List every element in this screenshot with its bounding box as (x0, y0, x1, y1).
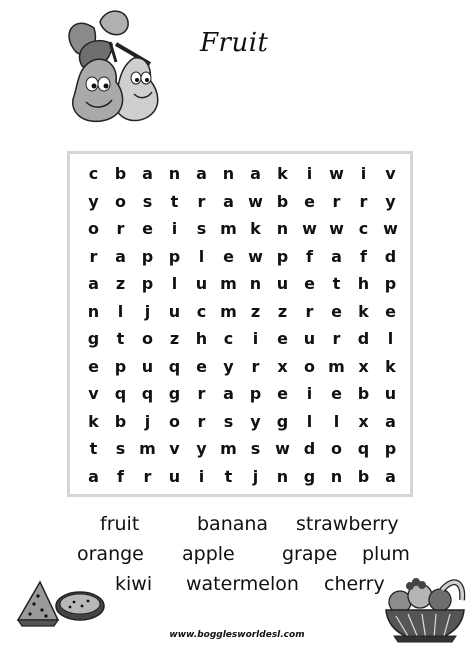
grid-letter: n (249, 274, 262, 294)
grid-letter: b (276, 191, 289, 211)
grid-letter: e (385, 301, 396, 321)
grid-letter: y (196, 439, 207, 459)
grid-letter: a (385, 411, 396, 431)
grid-letter: t (116, 329, 125, 349)
grid-letter: r (332, 191, 341, 211)
grid-letter: l (306, 411, 313, 431)
grid-letter: e (142, 219, 153, 239)
grid-letter: r (359, 191, 368, 211)
grid-letter: t (224, 466, 233, 486)
word-strawberry: strawberry (296, 513, 399, 535)
grid-letter: n (168, 164, 181, 184)
grid-letter: o (115, 191, 126, 211)
word-grape: grape (282, 543, 338, 565)
grid-letter: a (142, 164, 153, 184)
grid-letter: t (170, 191, 179, 211)
grid-letter: i (306, 384, 313, 404)
grid-letter: i (360, 164, 367, 184)
grid-letter: q (141, 384, 154, 404)
grid-letter: s (250, 439, 261, 459)
grid-letter: a (88, 274, 99, 294)
grid-letter: n (330, 466, 343, 486)
grid-letter: g (87, 329, 100, 349)
grid-letter: r (197, 411, 206, 431)
grid-letter: a (223, 191, 234, 211)
grid-letter: c (88, 164, 99, 184)
word-apple: apple (182, 543, 235, 565)
grid-letter: e (304, 274, 315, 294)
grid-letter: m (220, 219, 237, 239)
grid-letter: m (328, 356, 345, 376)
grid-letter: e (331, 384, 342, 404)
grid-letter: s (223, 411, 234, 431)
grid-letter: s (142, 191, 153, 211)
grid-letter: d (303, 439, 316, 459)
grid-letter: n (276, 219, 289, 239)
grid-letter: w (275, 439, 290, 459)
pears-icon (54, 4, 176, 126)
grid-letter: k (277, 164, 288, 184)
grid-letter: a (88, 466, 99, 486)
grid-letter: s (196, 219, 207, 239)
grid-letter: d (357, 329, 370, 349)
grid-letter: j (252, 466, 259, 486)
grid-letter: g (168, 384, 181, 404)
grid-letter: k (250, 219, 261, 239)
grid-letter: r (197, 191, 206, 211)
word-cherry: cherry (324, 573, 385, 595)
grid-letter: z (250, 301, 261, 321)
grid-letter: z (169, 329, 180, 349)
grid-letter: o (331, 439, 342, 459)
grid-letter: p (141, 274, 154, 294)
grid-letter: r (116, 219, 125, 239)
grid-letter: x (358, 411, 369, 431)
grid-letter: j (144, 411, 151, 431)
grid-letter: l (171, 274, 178, 294)
grid-letter: w (248, 246, 263, 266)
grid-letter: j (144, 301, 151, 321)
grid-letter: q (168, 356, 181, 376)
grid-letter: p (384, 439, 397, 459)
word-watermelon: watermelon (186, 573, 299, 595)
grid-letter: l (387, 329, 394, 349)
grid-letter: i (198, 466, 205, 486)
grid-letter: r (332, 329, 341, 349)
grid-letter: z (115, 274, 126, 294)
grid-letter: c (223, 329, 234, 349)
grid-letter: p (249, 384, 262, 404)
grid-letter: u (303, 329, 316, 349)
grid-letter: e (196, 356, 207, 376)
worksheet-title: Fruit (200, 28, 269, 58)
grid-letter: v (88, 384, 99, 404)
grid-letter: e (277, 329, 288, 349)
grid-letter: d (384, 246, 397, 266)
grid-letter: o (88, 219, 99, 239)
grid-letter: m (220, 439, 237, 459)
grid-letter: k (385, 356, 396, 376)
grid-letter: t (332, 274, 341, 294)
grid-letter: c (358, 219, 369, 239)
grid-letter: o (304, 356, 315, 376)
word-orange: orange (77, 543, 144, 565)
word-banana: banana (197, 513, 269, 535)
grid-letter: p (276, 246, 289, 266)
grid-letter: f (306, 246, 313, 266)
grid-letter: v (169, 439, 180, 459)
grid-letter: m (139, 439, 156, 459)
watermelon-slice-icon (14, 576, 106, 628)
grid-letter: r (143, 466, 152, 486)
grid-letter: t (89, 439, 98, 459)
grid-letter: n (222, 164, 235, 184)
grid-letter: l (117, 301, 124, 321)
grid-letter: y (385, 191, 396, 211)
grid-letter: o (169, 411, 180, 431)
grid-letter: b (114, 164, 127, 184)
grid-letter: h (195, 329, 208, 349)
grid-letter: u (168, 466, 181, 486)
grid-letter: b (114, 411, 127, 431)
grid-letter: p (168, 246, 181, 266)
grid-letter: b (357, 466, 370, 486)
grid-letter: c (196, 301, 207, 321)
grid-letter: w (302, 219, 317, 239)
grid-letter: f (360, 246, 367, 266)
grid-letter: w (329, 219, 344, 239)
grid-letter: n (276, 466, 289, 486)
grid-letter: p (384, 274, 397, 294)
grid-letter: e (304, 191, 315, 211)
grid-letter: o (142, 329, 153, 349)
grid-letter: r (251, 356, 260, 376)
letter-grid (80, 160, 404, 490)
grid-letter: a (331, 246, 342, 266)
grid-letter: r (197, 384, 206, 404)
grid-letter: e (223, 246, 234, 266)
grid-letter: a (250, 164, 261, 184)
grid-letter: a (223, 384, 234, 404)
grid-letter: l (198, 246, 205, 266)
word-kiwi: kiwi (115, 573, 153, 595)
grid-letter: x (358, 356, 369, 376)
grid-letter: b (357, 384, 370, 404)
grid-letter: y (88, 191, 99, 211)
grid-letter: u (168, 301, 181, 321)
grid-letter: n (87, 301, 100, 321)
grid-letter: w (329, 164, 344, 184)
grid-letter: e (331, 301, 342, 321)
grid-letter: g (276, 411, 289, 431)
website-url: www.bogglesworldesl.com (169, 630, 305, 640)
grid-letter: u (141, 356, 154, 376)
grid-letter: y (223, 356, 234, 376)
word-fruit: fruit (100, 513, 140, 535)
grid-letter: e (277, 384, 288, 404)
grid-letter: g (303, 466, 316, 486)
grid-letter: r (89, 246, 98, 266)
grid-letter: w (248, 191, 263, 211)
grid-letter: h (357, 274, 370, 294)
grid-letter: k (88, 411, 99, 431)
grid-letter: a (115, 246, 126, 266)
grid-letter: y (250, 411, 261, 431)
grid-letter: i (306, 164, 313, 184)
grid-letter: m (220, 301, 237, 321)
grid-letter: k (358, 301, 369, 321)
grid-letter: i (171, 219, 178, 239)
grid-letter: v (385, 164, 396, 184)
grid-letter: x (277, 356, 288, 376)
grid-letter: z (277, 301, 288, 321)
grid-letter: a (385, 466, 396, 486)
grid-letter: s (115, 439, 126, 459)
grid-letter: m (220, 274, 237, 294)
grid-letter: u (276, 274, 289, 294)
grid-letter: i (252, 329, 259, 349)
grid-letter: q (357, 439, 370, 459)
grid-letter: f (117, 466, 124, 486)
grid-letter: u (384, 384, 397, 404)
grid-letter: r (305, 301, 314, 321)
grid-letter: a (196, 164, 207, 184)
grid-letter: w (383, 219, 398, 239)
word-plum: plum (362, 543, 410, 565)
grid-letter: p (114, 356, 127, 376)
grid-letter: q (114, 384, 127, 404)
grid-letter: u (195, 274, 208, 294)
grid-letter: e (88, 356, 99, 376)
word-search-grid (67, 151, 413, 497)
grid-letter: l (333, 411, 340, 431)
grid-letter: p (141, 246, 154, 266)
